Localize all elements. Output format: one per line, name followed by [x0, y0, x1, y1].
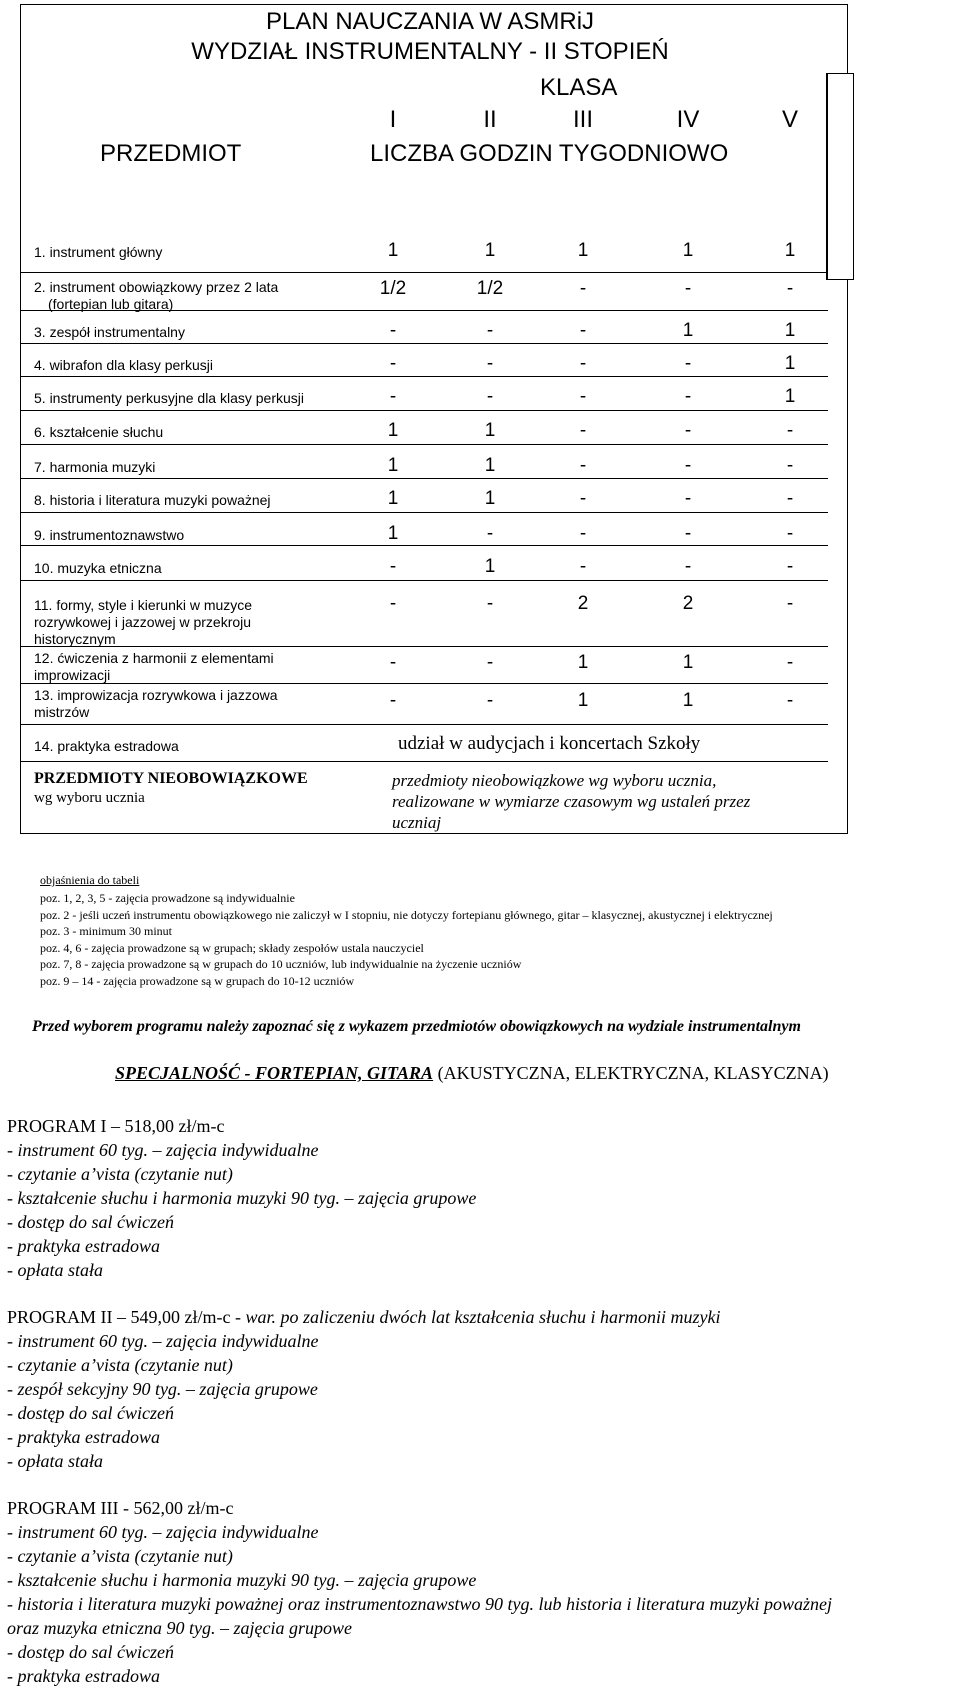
note-line: poz. 7, 8 - zajęcia prowadzone są w grupach do 10 uczniów, lub indywidualnie na życzenie uczniów — [40, 957, 522, 971]
row-subject-line: 9. instrumentoznawstwo — [34, 527, 185, 543]
row-divider — [20, 580, 828, 581]
row-subject — [34, 597, 252, 648]
row-value: - — [579, 523, 587, 544]
row-value: - — [579, 320, 587, 341]
optional-text-line: realizowane w wymiarze czasowym wg ustaleń przez — [392, 792, 751, 811]
row-value: 1 — [682, 240, 694, 261]
row-subject — [34, 527, 184, 544]
optional-title: PRZEDMIOTY NIEOBOWIĄZKOWE — [34, 770, 308, 787]
row-divider — [20, 761, 828, 762]
program-item: - praktyka estradowa — [7, 1236, 160, 1256]
row-value: 1 — [682, 652, 694, 673]
row-value: 1 — [387, 420, 399, 441]
program-item: - instrument 60 tyg. – zajęcia indywidualne — [7, 1331, 319, 1351]
note-line: poz. 2 - jeśli uczeń instrumentu obowiązkowego nie zaliczył w I stopniu, nie dotyczy fortepianu głównego, gitar – klasycznej, akustycznej i elektrycznej — [40, 907, 773, 922]
program-item: - czytanie a’vista (czytanie nut) — [7, 1546, 233, 1566]
row-value: - — [786, 278, 794, 299]
row-value: - — [684, 455, 692, 476]
row-value: - — [684, 488, 692, 509]
row-value: - — [786, 523, 794, 544]
row-value: 1 — [387, 455, 399, 476]
row-subject-line: 1. instrument główny — [34, 244, 163, 260]
row-value: - — [684, 278, 692, 299]
row-value: - — [486, 523, 494, 544]
row-subject-line: 13. improwizacja rozrywkowa i jazzowa — [34, 687, 278, 703]
row-value: - — [786, 593, 794, 614]
row-value: - — [684, 353, 692, 374]
row-value: 1 — [682, 690, 694, 711]
program-item: - praktyka estradowa — [7, 1427, 160, 1447]
program-heading — [7, 1305, 720, 1329]
row-value: - — [389, 690, 397, 711]
row-value: - — [786, 455, 794, 476]
program-item: oraz muzyka etniczna 90 tyg. – zajęcia grupowe — [7, 1618, 352, 1638]
page-title-line2: WYDZIAŁ INSTRUMENTALNY - II STOPIEŃ — [191, 38, 669, 65]
row-value: 1/2 — [379, 278, 407, 299]
row-value: - — [579, 386, 587, 407]
row-value: - — [579, 353, 587, 374]
row-subject — [34, 492, 271, 509]
row-divider — [20, 512, 828, 513]
row-subject-line: (fortepian lub gitara) — [48, 296, 174, 312]
row-value: 1 — [682, 320, 694, 341]
program-item: - instrument 60 tyg. – zajęcia indywidualne — [7, 1140, 319, 1160]
row-subject-line: mistrzów — [34, 704, 90, 720]
row-value: - — [684, 556, 692, 577]
program-heading-text: PROGRAM I – 518,00 zł/m-c — [7, 1116, 225, 1136]
row-value: 1 — [784, 353, 796, 374]
program-heading-text: PROGRAM III - 562,00 zł/m-c — [7, 1498, 234, 1518]
row-value: - — [486, 386, 494, 407]
row-subject-line: 8. historia i literatura muzyki poważnej — [34, 492, 271, 508]
row-value: 1 — [484, 556, 496, 577]
program-heading-text: PROGRAM II – 549,00 zł/m-c - — [7, 1307, 246, 1327]
note-line: poz. 1, 2, 3, 5 - zajęcia prowadzone są indywidualnie — [40, 891, 295, 905]
header-level: III — [572, 106, 593, 133]
page-title-line1: PLAN NAUCZANIA W ASMRiJ — [265, 8, 595, 35]
program-heading — [7, 1114, 225, 1138]
header-klasa: KLASA — [540, 74, 618, 101]
row-subject — [34, 650, 274, 684]
row-value: - — [579, 278, 587, 299]
program-item: - dostęp do sal ćwiczeń — [7, 1212, 174, 1232]
row-value: - — [786, 488, 794, 509]
row-value: 1 — [387, 488, 399, 509]
row-value: - — [486, 353, 494, 374]
row-value: - — [389, 353, 397, 374]
program-item: - dostęp do sal ćwiczeń — [7, 1642, 174, 1662]
row-divider — [20, 376, 828, 377]
row-value: - — [684, 386, 692, 407]
row-subject — [34, 459, 155, 476]
row14-text: udział w audycjach i koncertach Szkoły — [398, 733, 701, 754]
header-level: I — [389, 106, 397, 133]
row-value: - — [389, 593, 397, 614]
program-item: - kształcenie słuchu i harmonia muzyki 90 tyg. – zajęcia grupowe — [7, 1570, 477, 1590]
program-item: - historia i literatura muzyki poważnej oraz instrumentoznawstwo 90 tyg. lub historia i literatura muzyki poważnej — [7, 1594, 833, 1614]
header-przedmiot: PRZEDMIOT — [100, 140, 242, 167]
row-subject — [34, 560, 162, 577]
row-value: - — [579, 556, 587, 577]
specialty-rest: (AKUSTYCZNA, ELEKTRYCZNA, KLASYCZNA) — [433, 1063, 829, 1083]
row-subject-line: 10. muzyka etniczna — [34, 560, 162, 576]
row-subject — [34, 324, 185, 341]
row-divider — [20, 410, 828, 411]
row-subject-line: rozrywkowej i jazzowej w przekroju — [34, 614, 252, 630]
row-subject-line: 12. ćwiczenia z harmonii z elementami — [34, 650, 274, 666]
specialty-bold: SPECJALNOŚĆ - FORTEPIAN, GITARA — [115, 1063, 434, 1083]
program-heading-condition: war. po zaliczeniu dwóch lat kształcenia słuchu i harmonii muzyki — [245, 1307, 721, 1327]
row-divider — [20, 683, 828, 684]
optional-text-line: przedmioty nieobowiązkowe wg wyboru ucznia, — [392, 771, 717, 790]
row14-subject: 14. praktyka estradowa — [34, 738, 179, 754]
note-line: poz. 9 – 14 - zajęcia prowadzone są w grupach do 10-12 uczniów — [40, 973, 355, 988]
row-subject — [34, 244, 162, 261]
note-line: poz. 3 - minimum 30 minut — [40, 924, 172, 938]
row-value: 1 — [484, 420, 496, 441]
program-item: - kształcenie słuchu i harmonia muzyki 90 tyg. – zajęcia grupowe — [7, 1188, 477, 1208]
row-subject — [34, 390, 304, 407]
optional-text-line: uczniaj — [392, 813, 442, 832]
program-item: - opłata stała — [7, 1260, 104, 1280]
row-value: 1 — [484, 488, 496, 509]
optional-text — [392, 770, 750, 833]
row-value: - — [786, 652, 794, 673]
row-value: - — [579, 455, 587, 476]
row-subject-line: improwizacji — [34, 667, 111, 683]
row-subject — [34, 279, 278, 313]
row-subject-line: 4. wibrafon dla klasy perkusji — [34, 357, 213, 373]
row-value: - — [579, 488, 587, 509]
row-subject-line: historycznym — [34, 631, 116, 647]
row-value: - — [786, 420, 794, 441]
row-value: - — [389, 556, 397, 577]
program-item: - dostęp do sal ćwiczeń — [7, 1403, 174, 1423]
row-value: 1 — [387, 523, 399, 544]
row-value: - — [389, 320, 397, 341]
row-subject — [34, 687, 278, 721]
row-divider — [20, 343, 828, 344]
row-value: - — [486, 652, 494, 673]
row-value: - — [786, 556, 794, 577]
row-value: - — [389, 652, 397, 673]
row-subject-line: 3. zespół instrumentalny — [34, 324, 185, 340]
row-value: - — [684, 420, 692, 441]
row-subject-line: 2. instrument obowiązkowy przez 2 lata — [34, 279, 279, 295]
optional-subtitle: wg wyboru ucznia — [34, 790, 145, 806]
program-item: - zespół sekcyjny 90 tyg. – zajęcia grupowe — [7, 1379, 318, 1399]
row-value: 1 — [484, 240, 496, 261]
note-line: poz. 4, 6 - zajęcia prowadzone są w grupach; składy zespołów ustala nauczyciel — [40, 940, 424, 955]
header-level: V — [781, 106, 798, 133]
program-item: - opłata stała — [7, 1451, 104, 1471]
row-divider — [20, 724, 828, 725]
row-divider — [20, 478, 828, 479]
row-divider — [20, 444, 828, 445]
program-item: - instrument 60 tyg. – zajęcia indywidualne — [7, 1522, 319, 1542]
row-subject-line: 11. formy, style i kierunki w muzyce — [34, 597, 253, 613]
row-value: 2 — [577, 593, 589, 614]
specialty-heading — [115, 1063, 829, 1084]
row-value: - — [486, 320, 494, 341]
notes-heading: objaśnienia do tabeli — [40, 873, 140, 887]
row-value: 1/2 — [476, 278, 504, 299]
row-subject-line: 7. harmonia muzyki — [34, 459, 156, 475]
row-subject — [34, 357, 213, 374]
program-heading — [7, 1496, 233, 1520]
program-item: - czytanie a’vista (czytanie nut) — [7, 1164, 233, 1184]
row-value: - — [684, 523, 692, 544]
table-side-column — [826, 73, 854, 280]
row-subject-line: 5. instrumenty perkusyjne dla klasy perkusji — [34, 390, 305, 406]
row-divider — [20, 310, 828, 311]
row-value: 1 — [387, 240, 399, 261]
row-value: 1 — [484, 455, 496, 476]
row-subject — [34, 424, 163, 441]
row-subject-line: 6. kształcenie słuchu — [34, 424, 164, 440]
row-divider — [20, 545, 828, 546]
row-value: 2 — [682, 593, 694, 614]
header-level: II — [483, 106, 497, 133]
program-item: - praktyka estradowa — [7, 1666, 160, 1686]
row-value: 1 — [577, 690, 589, 711]
row-value: - — [786, 690, 794, 711]
row-value: - — [389, 386, 397, 407]
row-value: - — [486, 690, 494, 711]
row-value: - — [579, 420, 587, 441]
row-value: 1 — [784, 240, 796, 261]
row-value: 1 — [577, 240, 589, 261]
header-level: IV — [676, 106, 700, 133]
program-item: - czytanie a’vista (czytanie nut) — [7, 1355, 233, 1375]
row-value: 1 — [784, 320, 796, 341]
notice: Przed wyborem programu należy zapoznać się z wykazem przedmiotów obowiązkowych na wydziale instrumentalnym — [32, 1018, 801, 1035]
row-value: 1 — [784, 386, 796, 407]
row-divider — [20, 646, 828, 647]
row-value: - — [486, 593, 494, 614]
row-divider — [20, 272, 828, 273]
row-value: 1 — [577, 652, 589, 673]
header-hours: LICZBA GODZIN TYGODNIOWO — [370, 140, 729, 167]
